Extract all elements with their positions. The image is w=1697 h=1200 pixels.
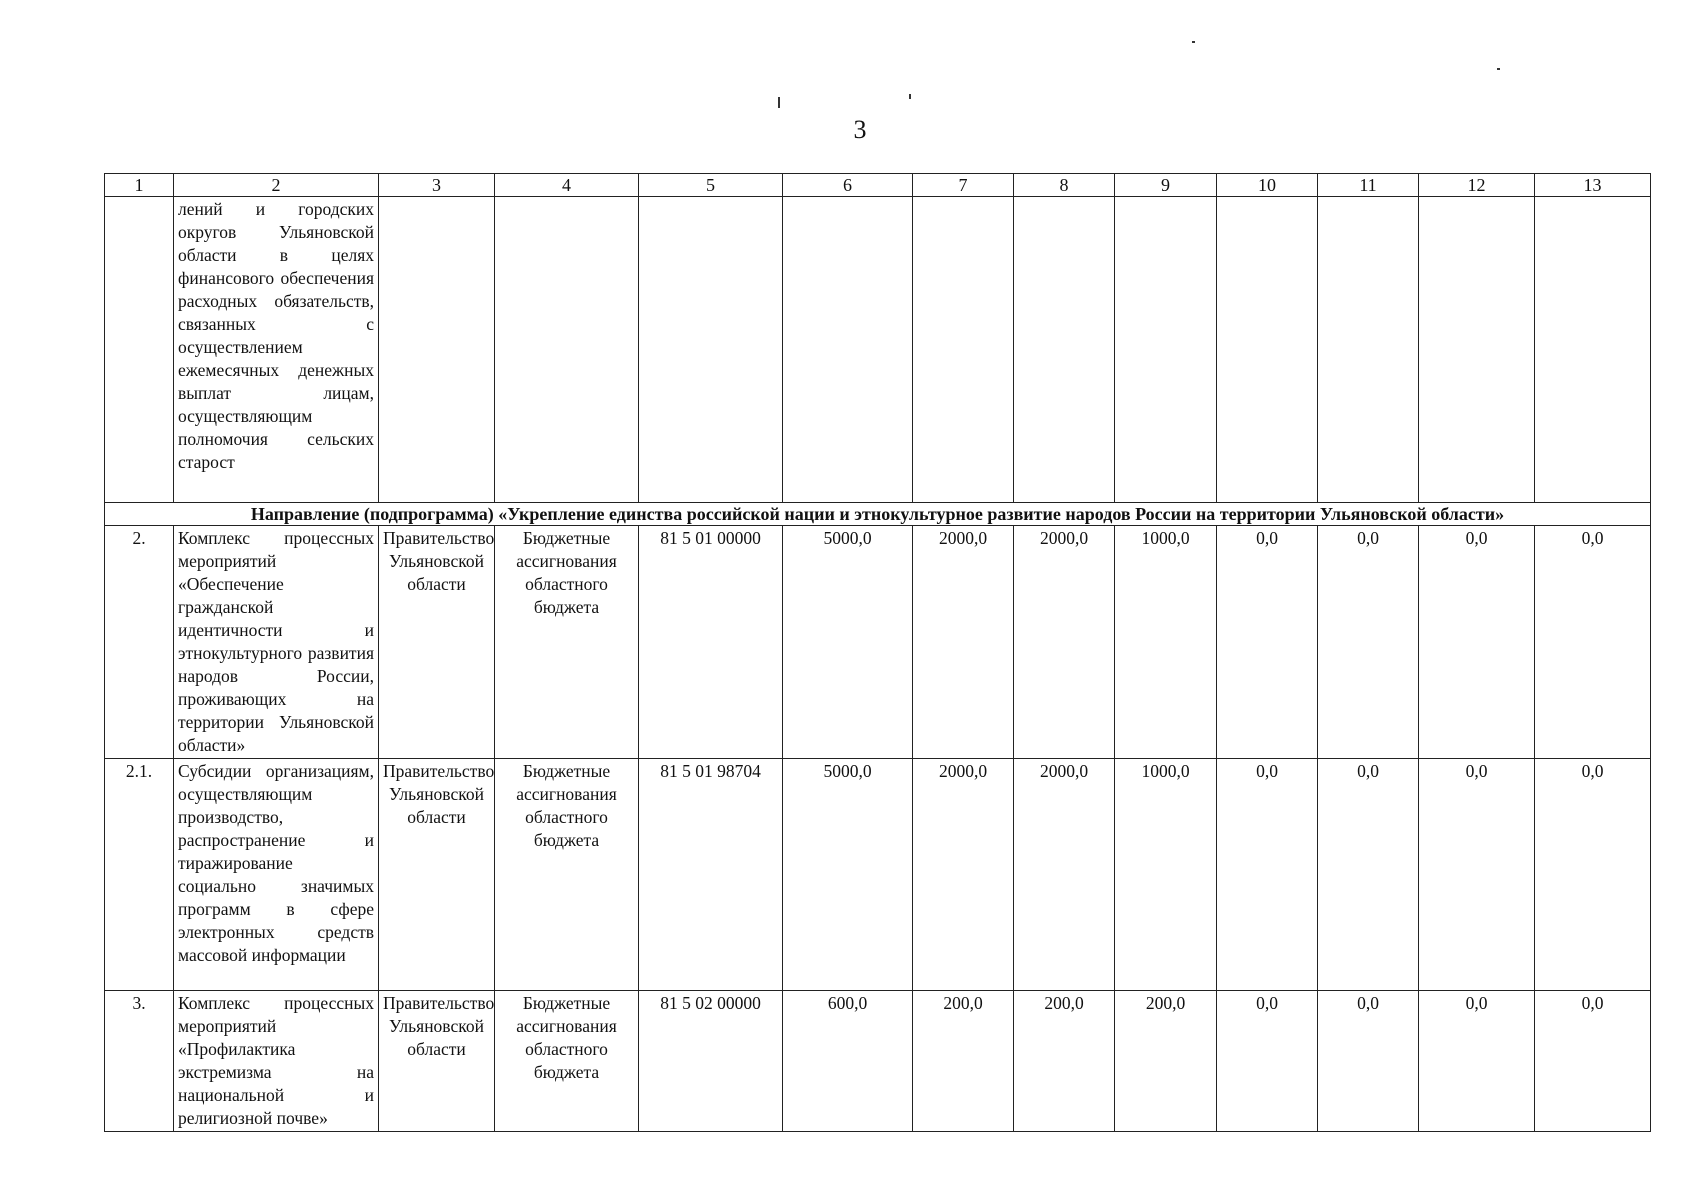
code-cell: 81 5 01 98704 (639, 759, 783, 991)
description-cell: Субсидии организациям, осуществляющим производство, распространение и тиражирование социально значимых программ в сфере электронных средств массовой информации (174, 759, 379, 991)
empty-cell (1419, 197, 1535, 503)
value-cell: 0,0 (1318, 526, 1419, 759)
value-cell: 0,0 (1217, 759, 1318, 991)
value-cell: 5000,0 (783, 526, 913, 759)
column-header: 5 (639, 174, 783, 197)
empty-cell (1014, 197, 1115, 503)
source-cell: Бюджетные ассигнования областного бюджета (495, 759, 639, 991)
description-cell: Комплекс процессных мероприятий «Профилактика экстремизма на национальной и религиозной почве» (174, 991, 379, 1132)
empty-cell (639, 197, 783, 503)
value-cell: 600,0 (783, 991, 913, 1132)
column-header: 12 (1419, 174, 1535, 197)
column-header: 13 (1535, 174, 1651, 197)
code-cell: 81 5 01 00000 (639, 526, 783, 759)
value-cell: 0,0 (1535, 759, 1651, 991)
column-header: 1 (105, 174, 174, 197)
value-cell: 0,0 (1217, 526, 1318, 759)
empty-cell (913, 197, 1014, 503)
source-cell: Бюджетные ассигнования областного бюджета (495, 526, 639, 759)
scan-speck (1192, 41, 1195, 43)
executor-cell: Правительство Ульяновской области (379, 526, 495, 759)
value-cell: 2000,0 (913, 526, 1014, 759)
table-row (105, 526, 1651, 759)
executor-cell: Правительство Ульяновской области (379, 759, 495, 991)
value-cell: 0,0 (1535, 991, 1651, 1132)
column-header: 11 (1318, 174, 1419, 197)
row-number-cell: 2.1. (105, 759, 174, 991)
value-cell: 200,0 (913, 991, 1014, 1132)
budget-table (104, 173, 1651, 1132)
value-cell: 0,0 (1217, 991, 1318, 1132)
column-header: 3 (379, 174, 495, 197)
empty-cell (1115, 197, 1217, 503)
scan-speck (909, 94, 911, 99)
empty-cell (1535, 197, 1651, 503)
table-row (105, 991, 1651, 1132)
code-cell: 81 5 02 00000 (639, 991, 783, 1132)
description-cell: Комплекс процессных мероприятий «Обеспечение гражданской идентичности и этнокультурного развития народов России, проживающих на территории Ульяновской области» (174, 526, 379, 759)
value-cell: 0,0 (1318, 759, 1419, 991)
value-cell: 2000,0 (1014, 759, 1115, 991)
value-cell: 1000,0 (1115, 759, 1217, 991)
row-number-cell: 2. (105, 526, 174, 759)
value-cell: 200,0 (1115, 991, 1217, 1132)
value-cell: 2000,0 (1014, 526, 1115, 759)
value-cell: 5000,0 (783, 759, 913, 991)
value-cell: 0,0 (1318, 991, 1419, 1132)
column-header: 6 (783, 174, 913, 197)
executor-cell: Правительство Ульяновской области (379, 991, 495, 1132)
empty-cell (783, 197, 913, 503)
column-header: 7 (913, 174, 1014, 197)
column-header: 9 (1115, 174, 1217, 197)
column-header: 2 (174, 174, 379, 197)
value-cell: 0,0 (1419, 526, 1535, 759)
table-header-row (105, 174, 1651, 197)
value-cell: 200,0 (1014, 991, 1115, 1132)
scan-speck (778, 97, 780, 108)
column-header: 4 (495, 174, 639, 197)
source-cell: Бюджетные ассигнования областного бюджета (495, 991, 639, 1132)
column-header: 10 (1217, 174, 1318, 197)
value-cell: 0,0 (1419, 991, 1535, 1132)
empty-cell (495, 197, 639, 503)
table-row (105, 759, 1651, 991)
table-row (105, 197, 1651, 503)
scan-speck (1497, 68, 1500, 70)
value-cell: 0,0 (1419, 759, 1535, 991)
row-number-cell: 3. (105, 991, 174, 1132)
empty-cell (379, 197, 495, 503)
empty-cell (1217, 197, 1318, 503)
value-cell: 2000,0 (913, 759, 1014, 991)
row-number-cell (105, 197, 174, 503)
section-title: Направление (подпрограмма) «Укрепление единства российской нации и этнокультурное развитие народов России на территории Ульяновской области» (105, 503, 1651, 526)
value-cell: 1000,0 (1115, 526, 1217, 759)
description-cell: лений и городских округов Ульяновской области в целях финансового обеспечения расходных обязательств, связанных с осуществлением ежемесячных денежных выплат лицам, осуществляющим полномочия сельских старост (174, 197, 379, 503)
value-cell: 0,0 (1535, 526, 1651, 759)
section-row (105, 503, 1651, 526)
empty-cell (1318, 197, 1419, 503)
column-header: 8 (1014, 174, 1115, 197)
page-number: 3 (853, 115, 867, 144)
